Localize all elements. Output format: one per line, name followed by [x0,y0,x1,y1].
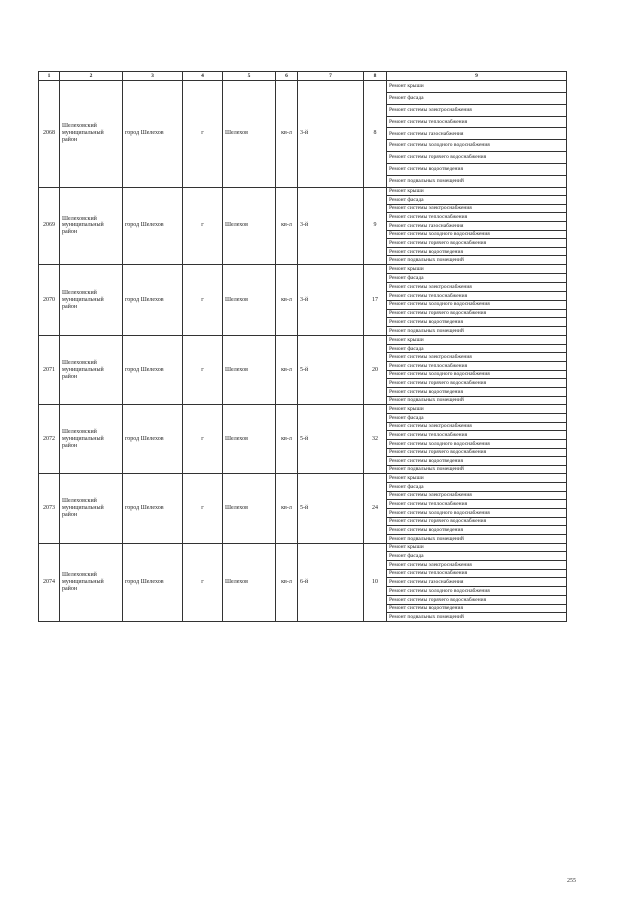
settlement-cell: город Шелехов [123,543,183,621]
work-item: Ремонт системы холодного водоснабжения [387,440,566,449]
settlement-cell: город Шелехов [123,265,183,336]
street-cell: Шелехов [223,187,276,264]
work-item: Ремонт крыши [387,265,566,274]
row-number: 2072 [39,405,60,474]
work-item: Ремонт системы водоотведения [387,526,566,535]
header-cell-4: 4 [183,72,223,81]
work-item: Ремонт системы водоотведения [387,605,566,614]
work-item: Ремонт системы холодного водоснабжения [387,301,566,310]
building-type-cell: кв-л [276,543,298,621]
row-number: 2074 [39,543,60,621]
works-cell [387,336,567,405]
street-type-cell: г [183,336,223,405]
work-item: Ремонт системы холодного водоснабжения [387,509,566,518]
street-type-cell: г [183,187,223,264]
street-cell: Шелехов [223,474,276,543]
work-item: Ремонт фасада [387,93,566,105]
street-type-cell: г [183,405,223,474]
work-item: Ремонт системы горячего водоснабжения [387,449,566,458]
header-cell-6: 6 [276,72,298,81]
work-item: Ремонт системы горячего водоснабжения [387,239,566,248]
work-item: Ремонт фасада [387,196,566,205]
house-name-cell: 3-й [298,265,364,336]
settlement-cell: город Шелехов [123,336,183,405]
table-row [39,474,567,543]
work-item: Ремонт системы электроснабжения [387,353,566,362]
municipality-cell: Шелеховский муниципальный район [60,187,123,264]
house-number-cell: 17 [364,265,387,336]
works-cell [387,265,567,336]
work-item: Ремонт системы водоотведения [387,248,566,257]
work-item: Ремонт системы холодного водоснабжения [387,231,566,240]
house-name-cell: 3-й [298,187,364,264]
works-cell [387,187,567,264]
work-item: Ремонт подвальных помещений [389,466,464,473]
work-item: Ремонт фасада [387,274,566,283]
work-item: Ремонт системы электроснабжения [387,492,566,501]
page-number: 255 [567,878,576,884]
works-list [387,544,566,621]
work-item: Ремонт системы электроснабжения [387,205,566,214]
work-item: Ремонт крыши [387,474,566,483]
street-cell: Шелехов [223,81,276,188]
settlement-cell: город Шелехов [123,474,183,543]
house-number-cell: 24 [364,474,387,543]
work-item: Ремонт крыши [387,81,566,93]
municipality-cell: Шелеховский муниципальный район [60,543,123,621]
street-cell: Шелехов [223,265,276,336]
work-item: Ремонт подвальных помещений [389,535,464,542]
header-cell-1: 1 [39,72,60,81]
street-type-cell: г [183,81,223,188]
row-number: 2071 [39,336,60,405]
work-item: Ремонт системы теплоснабжения [387,431,566,440]
municipality-cell: Шелеховский муниципальный район [60,81,123,188]
building-type-cell: кв-л [276,474,298,543]
municipality-cell: Шелеховский муниципальный район [60,265,123,336]
settlement-cell: город Шелехов [123,405,183,474]
building-type-cell: кв-л [276,265,298,336]
building-type-cell: кв-л [276,336,298,405]
table-row [39,265,567,336]
building-type-cell: кв-л [276,81,298,188]
work-item: Ремонт системы теплоснабжения [387,213,566,222]
house-name-cell: 3-й [298,81,364,188]
building-type-cell: кв-л [276,405,298,474]
work-item: Ремонт системы холодного водоснабжения [387,587,566,596]
house-name-cell: 5-й [298,405,364,474]
table-row [39,543,567,621]
header-cell-9: 9 [387,72,567,81]
work-item: Ремонт системы газоснабжения [387,222,566,231]
street-type-cell: г [183,474,223,543]
work-item: Ремонт системы электроснабжения [387,283,566,292]
work-item: Ремонт системы холодного водоснабжения [387,140,566,152]
work-item: Ремонт крыши [387,188,566,197]
work-item: Ремонт системы теплоснабжения [387,362,566,371]
work-item: Ремонт системы теплоснабжения [387,500,566,509]
work-item: Ремонт подвальных помещений [389,257,464,264]
work-item: Ремонт фасада [387,483,566,492]
work-item: Ремонт крыши [387,405,566,414]
row-number: 2073 [39,474,60,543]
work-item: Ремонт системы холодного водоснабжения [387,371,566,380]
house-number-cell: 32 [364,405,387,474]
table-row [39,405,567,474]
works-list [387,188,566,264]
table-row [39,187,567,264]
work-item: Ремонт системы водоотведения [387,318,566,327]
work-item: Ремонт системы горячего водоснабжения [387,152,566,164]
municipality-cell: Шелеховский муниципальный район [60,474,123,543]
header-cell-2: 2 [60,72,123,81]
work-item: Ремонт подвальных помещений [389,397,464,404]
work-item: Ремонт фасада [387,345,566,354]
building-type-cell: кв-л [276,187,298,264]
work-item: Ремонт системы теплоснабжения [387,570,566,579]
municipality-cell: Шелеховский муниципальный район [60,405,123,474]
row-number: 2068 [39,81,60,188]
house-number-cell: 8 [364,81,387,188]
row-number: 2069 [39,187,60,264]
street-type-cell: г [183,543,223,621]
work-item: Ремонт системы газоснабжения [387,578,566,587]
street-cell: Шелехов [223,336,276,405]
work-item: Ремонт системы газоснабжения [387,128,566,140]
header-cell-5: 5 [223,72,276,81]
works-cell [387,405,567,474]
house-number-cell: 9 [364,187,387,264]
work-item: Ремонт системы электроснабжения [387,105,566,117]
work-item: Ремонт системы водоотведения [387,457,566,466]
works-list [387,405,566,473]
work-item: Ремонт системы теплоснабжения [387,117,566,129]
house-number-cell: 10 [364,543,387,621]
works-list [387,336,566,404]
works-cell [387,81,567,188]
table-body [39,81,567,622]
street-type-cell: г [183,265,223,336]
work-item: Ремонт системы электроснабжения [387,423,566,432]
work-item: Ремонт фасада [387,552,566,561]
work-item: Ремонт системы водоотведения [387,164,566,176]
work-item: Ремонт системы горячего водоснабжения [387,379,566,388]
work-item: Ремонт системы электроснабжения [387,561,566,570]
work-item: Ремонт системы горячего водоснабжения [387,518,566,527]
header-cell-3: 3 [123,72,183,81]
repair-program-table [38,71,567,622]
row-number: 2070 [39,265,60,336]
table-row [39,336,567,405]
work-item: Ремонт фасада [387,414,566,423]
settlement-cell: город Шелехов [123,81,183,188]
works-cell [387,474,567,543]
works-list [387,265,566,335]
works-list [387,474,566,542]
header-cell-8: 8 [364,72,387,81]
house-name-cell: 5-й [298,474,364,543]
street-cell: Шелехов [223,543,276,621]
works-cell [387,543,567,621]
municipality-cell: Шелеховский муниципальный район [60,336,123,405]
work-item: Ремонт крыши [387,544,566,553]
house-number-cell: 20 [364,336,387,405]
house-name-cell: 5-й [298,336,364,405]
settlement-cell: город Шелехов [123,187,183,264]
street-cell: Шелехов [223,405,276,474]
work-item: Ремонт системы теплоснабжения [387,292,566,301]
header-cell-7: 7 [298,72,364,81]
work-item: Ремонт крыши [387,336,566,345]
house-name-cell: 6-й [298,543,364,621]
work-item: Ремонт подвальных помещений [389,614,464,621]
work-item: Ремонт подвальных помещений [389,328,464,335]
works-list [387,81,566,187]
work-item: Ремонт системы горячего водоснабжения [387,310,566,319]
work-item: Ремонт системы горячего водоснабжения [387,596,566,605]
work-item: Ремонт системы водоотведения [387,388,566,397]
table-row [39,81,567,188]
header-row [39,72,567,81]
work-item: Ремонт подвальных помещений [389,178,464,185]
